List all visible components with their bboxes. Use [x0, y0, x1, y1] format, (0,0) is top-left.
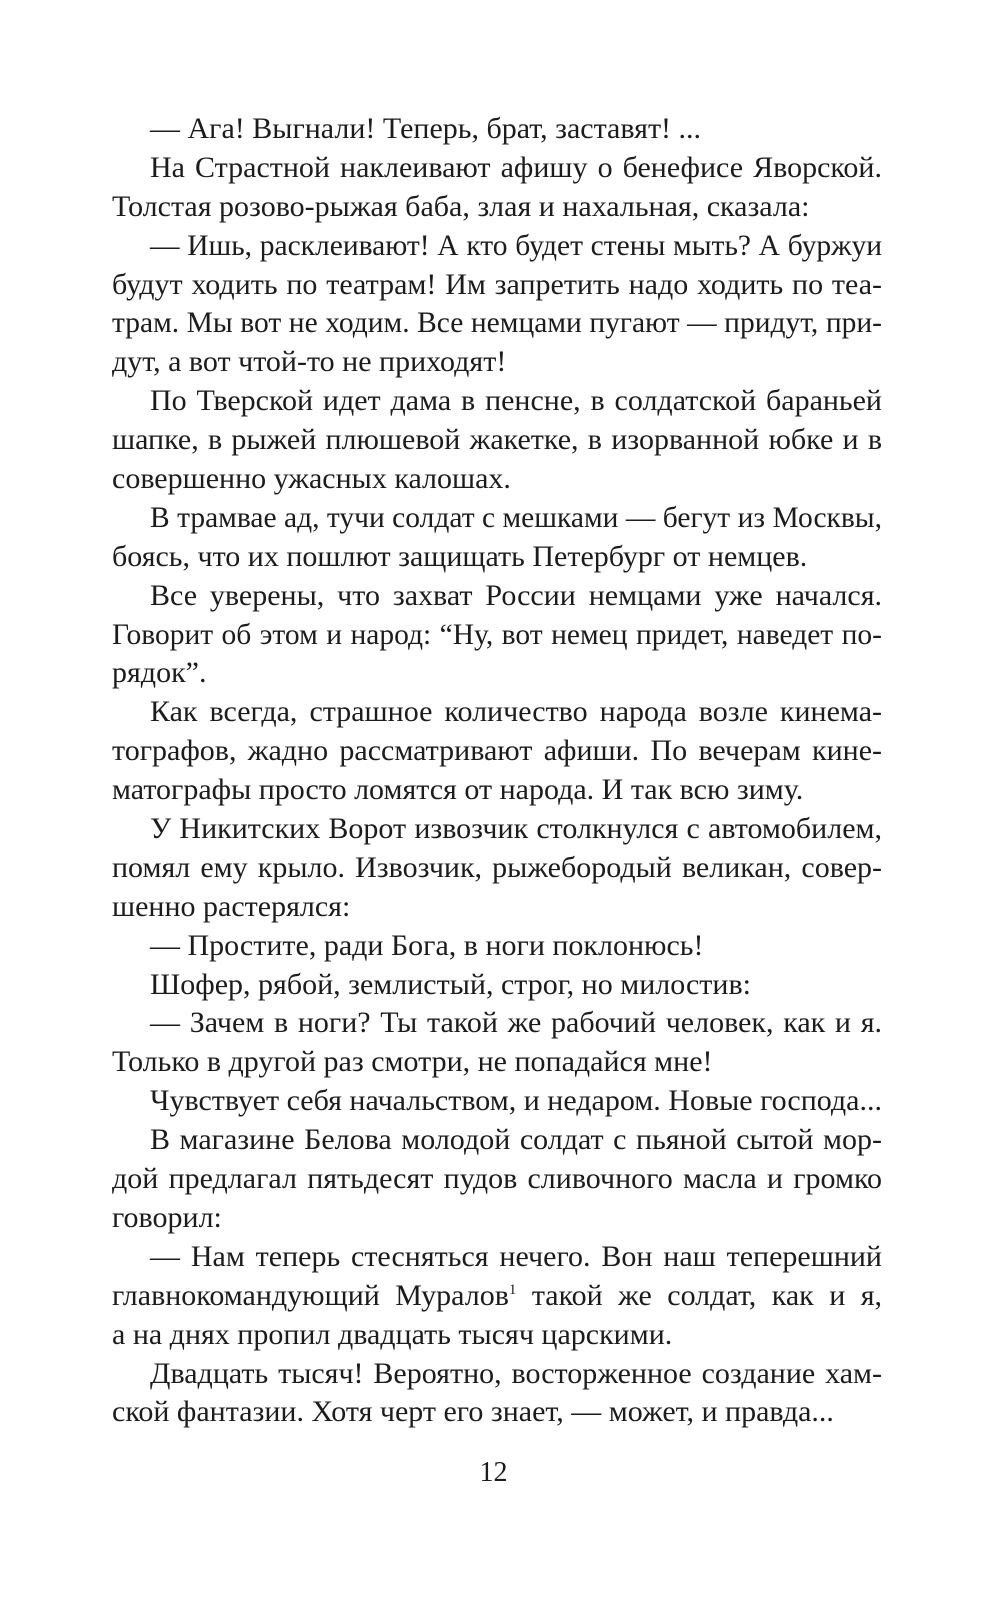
text-line-content: говорил:	[112, 1200, 222, 1234]
text-line	[112, 1199, 882, 1238]
text-line	[112, 304, 882, 343]
text-line-content: — Простите, ради Бога, в ноги поклонюсь!	[150, 928, 704, 962]
text-line-content: главнокомандующий Муралов	[112, 1278, 509, 1312]
text-line	[112, 460, 882, 499]
text-line	[112, 732, 882, 771]
text-line-content: боясь, что их пошлют защищать Петербург от немцев.	[112, 539, 808, 573]
text-line	[112, 616, 882, 655]
text-line	[112, 1004, 882, 1043]
text-line-content: дут, а вот чтой-то не приходят!	[112, 345, 507, 379]
text-line	[112, 1043, 882, 1082]
footnote-marker: 1	[508, 1281, 517, 1298]
text-line	[112, 382, 882, 421]
text-line	[112, 1355, 882, 1394]
text-line-content: — Ага! Выгнали! Теперь, брат, заставят! ...	[150, 112, 702, 145]
text-line	[112, 1316, 882, 1355]
text-line-content: У Никитских Ворот извозчик столкнулся с автомобилем,	[150, 812, 882, 846]
text-line-content: — Зачем в ноги? Ты такой же рабочий человек, как и я.	[150, 1006, 882, 1040]
text-line	[112, 966, 882, 1005]
text-line	[112, 227, 882, 266]
text-line-content: Как всегда, страшное количество народа возле кинема-	[150, 695, 882, 729]
page-number: 12	[479, 1457, 508, 1488]
text-line-content: Все уверены, что захват России немцами уже начался.	[150, 578, 882, 612]
text-line-content: трам. Мы вот не ходим. Все немцами пугают — придут, при-	[112, 307, 882, 340]
text-line-content: будут ходить по театрам! Им запретить надо ходить по теа-	[112, 267, 882, 301]
text-line-content: По Тверской идет дама в пенсне, в солдатской бараньей	[150, 384, 882, 418]
text-line-content: а на днях пропил двадцать тысяч царскими.	[112, 1317, 673, 1351]
text-line	[112, 1082, 882, 1121]
text-line	[112, 1277, 882, 1316]
text-line-content: матографы просто ломятся от народа. И так всю зиму.	[112, 773, 804, 807]
text-line	[112, 266, 882, 305]
text-line	[112, 849, 882, 888]
text-line-content: тографов, жадно рассматривают афиши. По вечерам кине-	[112, 734, 882, 768]
text-line-content: — Нам теперь стесняться нечего. Вон наш теперешний	[150, 1239, 882, 1273]
text-line-content: — Ишь, расклеивают! А кто будет стены мыть? А буржуи	[150, 229, 882, 262]
text-line	[112, 499, 882, 538]
text-line	[112, 810, 882, 849]
text-line	[112, 654, 882, 693]
text-line-content: ской фантазии. Хотя черт его знает, — может, и правда...	[112, 1395, 834, 1429]
text-line	[112, 1393, 882, 1432]
text-line-content: шенно растерялся:	[112, 889, 351, 923]
text-line-content: дой предлагал пятьдесят пудов сливочного масла и громко	[112, 1162, 882, 1196]
text-line-content: Только в другой раз смотри, не попадайся мне!	[112, 1045, 713, 1079]
text-line	[112, 1121, 882, 1160]
text-line	[112, 421, 882, 460]
text-line	[112, 693, 882, 732]
text-line-content: Шофер, рябой, землистый, строг, но милостив:	[150, 967, 751, 1001]
text-line-content: Чувствует себя начальством, и недаром. Новые господа...	[150, 1084, 882, 1118]
text-line	[112, 538, 882, 577]
body-text	[112, 110, 882, 1432]
text-line-content: В магазине Белова молодой солдат с пьяной сытой мор-	[150, 1123, 882, 1157]
text-line-content: помял ему крыло. Извозчик, рыжебородый великан, совер-	[112, 850, 882, 884]
text-line-content: В трамвае ад, тучи солдат с мешками — бегут из Москвы,	[150, 501, 882, 534]
text-line-content: совершенно ужасных калошах.	[112, 462, 511, 496]
text-line	[112, 577, 882, 616]
text-line	[112, 110, 882, 149]
text-line	[112, 1238, 882, 1277]
text-line	[112, 149, 882, 188]
text-line	[112, 927, 882, 966]
text-line-content: шапке, в рыжей плюшевой жакетке, в изорванной юбке и в	[112, 423, 882, 457]
text-line	[112, 771, 882, 810]
text-line-content: Толстая розово-рыжая баба, злая и нахальная, сказала:	[112, 189, 810, 223]
text-line	[112, 888, 882, 927]
text-line-content: Двадцать тысяч! Вероятно, восторженное создание хам-	[150, 1356, 882, 1390]
text-line-content: рядок”.	[112, 656, 207, 690]
text-line-content: На Страстной наклеивают афишу о бенефисе Яворской.	[150, 150, 882, 184]
text-line-content: Говорит об этом и народ: “Ну, вот немец придет, наведет по-	[112, 618, 882, 651]
text-line	[112, 188, 882, 227]
text-line-continuation: такой же солдат, как и я,	[516, 1278, 882, 1312]
text-line	[112, 343, 882, 382]
text-line	[112, 1160, 882, 1199]
